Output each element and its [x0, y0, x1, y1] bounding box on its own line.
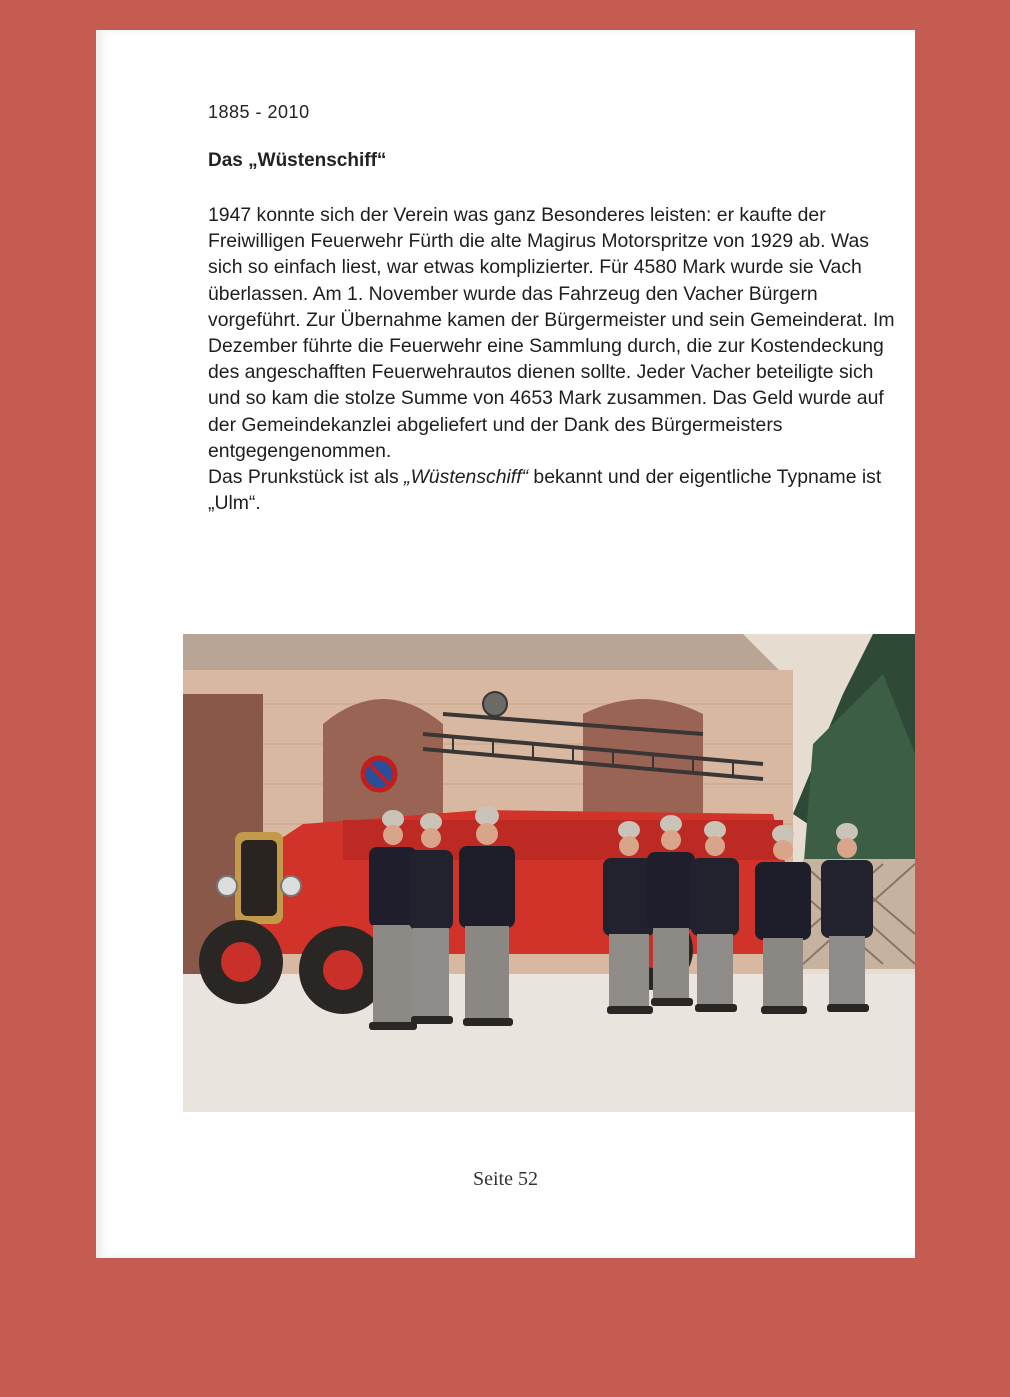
header-year-range: 1885 - 2010 — [208, 102, 310, 122]
paragraph-2-end: bekannt und der eigentliche Typname ist „Ulm“. — [208, 466, 882, 515]
paragraph-2 — [208, 464, 908, 516]
paragraph-1: 1947 konnte sich der Verein was ganz Besonderes leisten: er kaufte der Freiwilligen Feuerwehr Fürth die alte Magirus Motorspritze von 1929 ab. Was sich so einfach liest, war etwas komplizierter. Für 4580 Mark wurde sie Vach überlassen. Am 1. November wurde das Fahrzeug den Vacher Bürgern vorgeführt. Zur Übernahme kamen der Bürgermeister und sein Gemeinderat. Im Dezember führte die Feuerwehr eine Sammlung durch, die zur Kostendeckung des angeschafften Feuerwehrautos dienen sollte. Jeder Vacher beteiligte sich und so kam die stolze Summe von 4653 Mark zusammen. Das Geld wurde auf der Gemeindekanzlei abgeliefert und der Dank des Bürgermeisters entgegengenommen. — [208, 204, 895, 462]
article-title: Das „Wüstenschiff“ — [208, 150, 387, 171]
paragraph-2-start: Das Prunkstück ist als — [208, 466, 405, 489]
paragraph-2-italic-name: „Wüstenschiff“ — [404, 466, 529, 489]
document-page — [96, 30, 915, 1258]
page-number: Seite 52 — [473, 1168, 538, 1190]
fire-engine-photo — [183, 634, 915, 1112]
article-body — [208, 202, 908, 516]
